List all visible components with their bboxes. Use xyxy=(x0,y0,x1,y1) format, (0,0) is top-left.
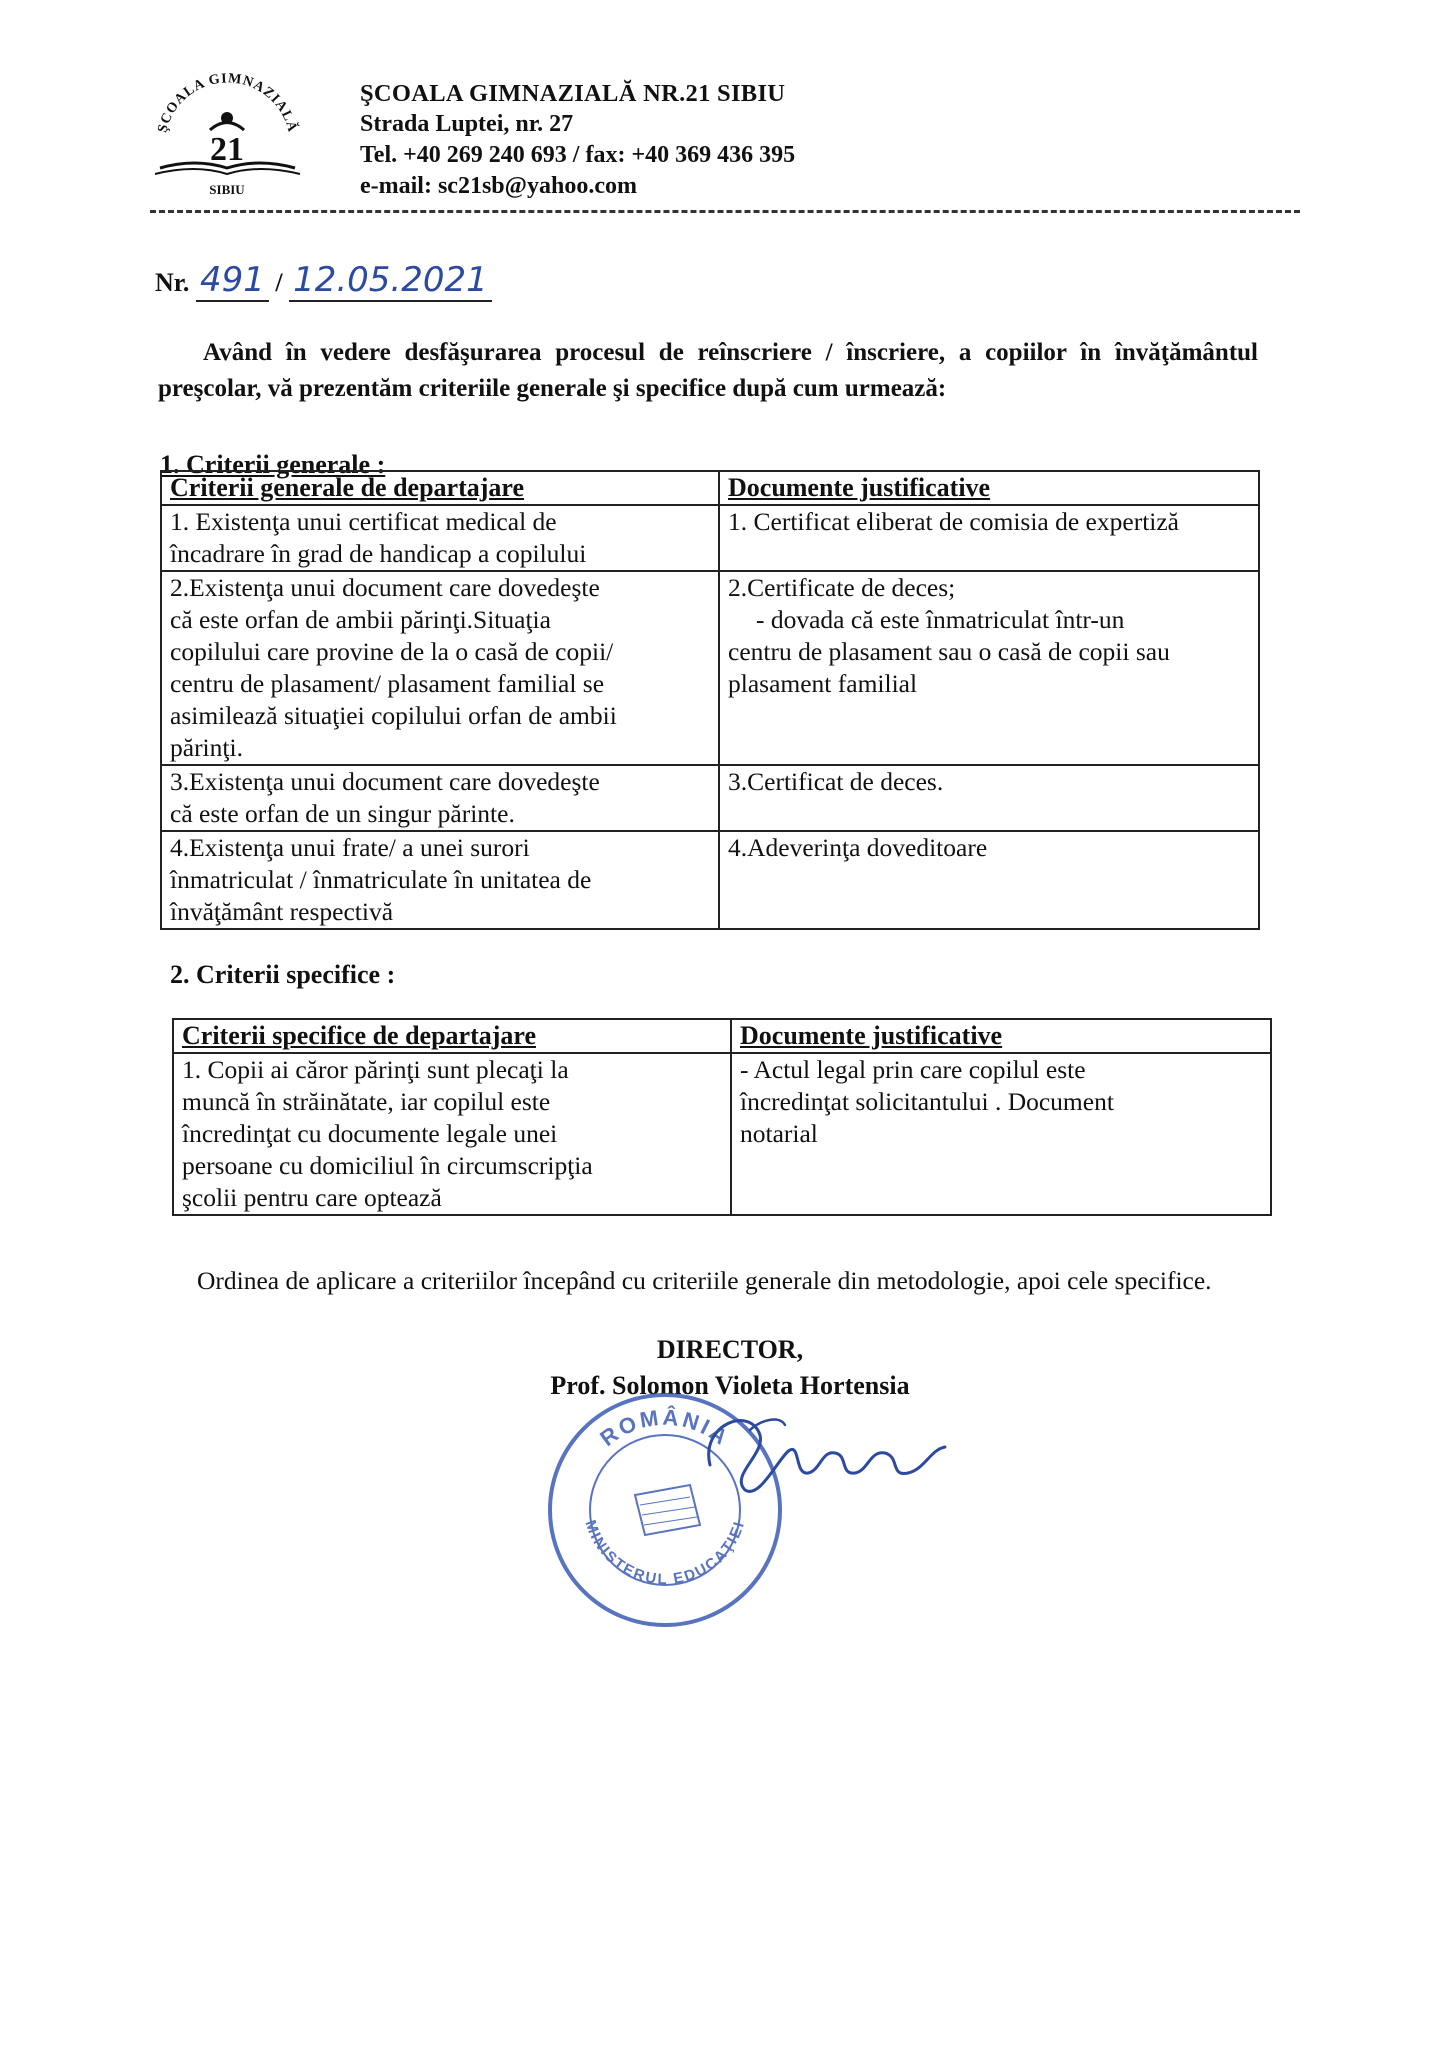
cell-text: 4.Existenţa unui frate/ a unei surori xyxy=(170,833,530,862)
cell-text: centru de plasament sau o casă de copii sau xyxy=(728,637,1170,666)
school-phone: Tel. +40 269 240 693 / fax: +40 369 436 395 xyxy=(360,142,796,168)
cell-text: încadrare în grad de handicap a copilului xyxy=(170,539,587,568)
school-address: Strada Luptei, nr. 27 xyxy=(360,111,574,137)
cell-text: 1. Copii ai căror părinţi sunt plecaţi la xyxy=(182,1055,569,1084)
table-header-row xyxy=(161,471,1259,505)
criterion-cell xyxy=(161,571,719,765)
cell-text: notarial xyxy=(740,1119,818,1148)
svg-text:SIBIU: SIBIU xyxy=(209,182,245,197)
cell-text: 3.Certificat de deces. xyxy=(728,767,944,796)
closing-paragraph: Ordinea de aplicare a criteriilor începând cu criteriile generale din metodologie, apoi cele specifice. xyxy=(197,1266,1212,1295)
cell-text: 3.Existenţa unui document care dovedeşte xyxy=(170,767,600,796)
director-title: DIRECTOR, xyxy=(656,1335,804,1364)
criterion-cell xyxy=(173,1053,731,1215)
cell-text: 4.Adeverinţa doveditoare xyxy=(728,833,988,862)
cell-text: copilului care provine de la o casă de copii/ xyxy=(170,637,614,666)
cell-text: centru de plasament/ plasament familial se xyxy=(170,669,605,698)
svg-text:MINISTERUL EDUCAŢIEI xyxy=(581,1518,748,1588)
handwritten-signature xyxy=(690,1395,960,1515)
school-name: ŞCOALA GIMNAZIALĂ NR.21 SIBIU xyxy=(360,80,786,107)
document-cell xyxy=(719,765,1259,831)
column-header: Criterii generale de departajare xyxy=(161,471,719,505)
criterion-cell xyxy=(161,505,719,571)
criterion-cell xyxy=(161,831,719,929)
cell-text: 2.Certificate de deces; xyxy=(728,573,956,602)
director-name: Prof. Solomon Violeta Hortensia xyxy=(550,1371,910,1400)
table-row xyxy=(161,765,1259,831)
column-header: Documente justificative xyxy=(731,1019,1271,1053)
stamp-text-top: ROMÂNIA xyxy=(595,1404,735,1452)
document-cell xyxy=(719,505,1259,571)
document-cell xyxy=(731,1053,1271,1215)
cell-text: - dovada că este înmatriculat într-un xyxy=(756,605,1125,634)
svg-text:21: 21 xyxy=(210,131,244,168)
cell-text: încredinţat cu documente legale unei xyxy=(182,1119,558,1148)
section1-title: 1. Criterii generale : xyxy=(160,450,386,479)
criterion-cell xyxy=(161,765,719,831)
registration-date: 12.05.2021 xyxy=(293,260,488,300)
cell-text: asimilează situaţiei copilului orfan de ambii xyxy=(170,701,617,730)
table-row xyxy=(161,505,1259,571)
svg-text:ŞCOALA GIMNAZIALĂ: ŞCOALA GIMNAZIALĂ xyxy=(155,71,300,135)
registration-prefix: Nr. xyxy=(155,268,190,297)
document-cell xyxy=(719,831,1259,929)
cell-text: încredinţat solicitantului . Document xyxy=(740,1087,1114,1116)
cell-text: 1. Certificat eliberat de comisia de expertiză xyxy=(728,507,1179,536)
cell-text: 2.Existenţa unui document care dovedeşte xyxy=(170,573,600,602)
section2-title: 2. Criterii specifice : xyxy=(170,960,396,989)
header-divider xyxy=(150,210,1300,213)
document-cell xyxy=(719,571,1259,765)
column-header: Documente justificative xyxy=(719,471,1259,505)
table-row xyxy=(173,1053,1271,1215)
table-row xyxy=(161,831,1259,929)
registration-separator: / xyxy=(275,268,283,297)
school-email: e-mail: sc21sb@yahoo.com xyxy=(360,173,637,199)
cell-text: - Actul legal prin care copilul este xyxy=(740,1055,1086,1084)
cell-text: şcolii pentru care optează xyxy=(182,1183,442,1212)
school-header xyxy=(360,78,795,202)
cell-text: plasament familial xyxy=(728,669,918,698)
registration-number xyxy=(155,260,492,302)
intro-paragraph: Având în vedere desfăşurarea procesul de reînscriere / înscriere, a copiilor în învăţământul preşcolar, vă prezentăm criteriile generale şi specifice după cum urmează: xyxy=(158,339,1258,402)
cell-text: muncă în străinătate, iar copilul este xyxy=(182,1087,551,1116)
school-logo xyxy=(140,70,315,200)
stamp-text-bottom: MINISTERUL EDUCAŢIEI xyxy=(581,1517,749,1589)
cell-text: înmatriculat / înmatriculate în unitatea de xyxy=(170,865,592,894)
table-header-row xyxy=(173,1019,1271,1053)
specific-criteria-table xyxy=(172,1018,1272,1216)
registration-number-value: 491 xyxy=(199,260,265,300)
general-criteria-table xyxy=(160,470,1260,930)
cell-text: 1. Existenţa unui certificat medical de xyxy=(170,507,557,536)
cell-text: învăţământ respectivă xyxy=(170,897,394,926)
cell-text: că este orfan de un singur părinte. xyxy=(170,799,515,828)
column-header: Criterii specifice de departajare xyxy=(173,1019,731,1053)
cell-text: persoane cu domiciliul în circumscripţia xyxy=(182,1151,593,1180)
table-row xyxy=(161,571,1259,765)
cell-text: că este orfan de ambii părinţi.Situaţia xyxy=(170,605,551,634)
cell-text: părinţi. xyxy=(170,733,243,762)
school-logo-emblem xyxy=(140,70,315,200)
